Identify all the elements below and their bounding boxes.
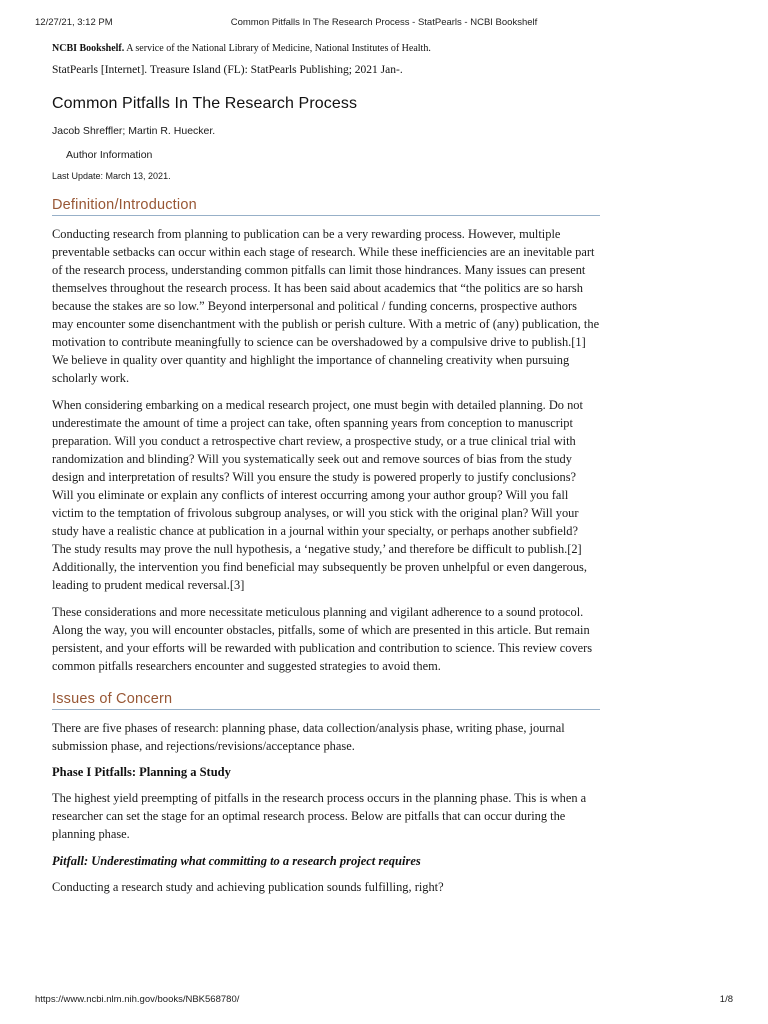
concern-paragraph-1: There are five phases of research: planning phase, data collection/analysis phase, writing phase, journal submission phase, and rejections/revisions/acceptance phase.: [52, 721, 565, 753]
source-citation: StatPearls [Internet]. Treasure Island (FL): StatPearls Publishing; 2021 Jan-.: [52, 64, 403, 76]
ncbi-brand[interactable]: NCBI Bookshelf.: [52, 43, 125, 54]
section-heading-introduction: Definition/Introduction: [52, 197, 600, 216]
intro-paragraph-1: Conducting research from planning to publication can be a very rewarding process. However, multiple preventable setbacks can occur within each stage of research. While these inefficiencies are an inevitable part of the research process, understanding common pitfalls can limit those hindrances. Many issues can present themselves throughout the research process. It has been said about academics that “the politics are so harsh because the stakes are so low.” Beyond interpersonal and political / funding concerns, prospective authors may encounter some disenchantment with the publish or perish culture. With a metric of (any) publication, the motivation to contribute meaningfully to science can be overshadowed by a compulsive drive to publish.[1] We believe in quality over quantity and highlight the importance of channeling creativity when pursuing scholarly work.: [52, 227, 600, 385]
intro-paragraph-2: When considering embarking on a medical research project, one must begin with detailed planning. Do not underestimate the amount of time a project can take, often spanning years from conception to manuscript preparation. Will you conduct a retrospective chart review, a prospective study, or a true clinical trial with randomization and blinding? Will you systematically seek out and remove sources of bias from the study design and interpretation of results? Will you ensure the study is powered properly to justify conclusions? Will you eliminate or explain any conflicts of interest occurring among your author group? Will you fall victim to the temptation of frivolous subgroup analyses, or will you stick with the original plan? Will your study have a realistic chance at publication in a journal within your specialty, or perhaps another subfield? The study results may prove the null hypothesis, a ‘negative study,’ and therefore be difficult to publish.[2] Additionally, the intervention you find beneficial may subsequently be proven unhelpful or even dangerous, leading to prudent medical reversal.[3]: [52, 398, 587, 592]
section-heading-issues-of-concern: Issues of Concern: [52, 691, 600, 710]
subheading-phase-1: Phase I Pitfalls: Planning a Study: [52, 765, 231, 779]
article: [52, 40, 600, 896]
print-datetime: 12/27/21, 3:12 PM: [35, 17, 113, 28]
ncbi-banner: [52, 43, 600, 54]
authors[interactable]: Jacob Shreffler; Martin R. Huecker.: [52, 125, 216, 137]
ncbi-tagline: A service of the National Library of Medicine, National Institutes of Health.: [126, 43, 431, 54]
page-title: Common Pitfalls In The Research Process: [52, 95, 358, 112]
print-url: https://www.ncbi.nlm.nih.gov/books/NBK568780/: [35, 994, 240, 1005]
subheading-pitfall: Pitfall: Underestimating what committing to a research project requires: [52, 854, 421, 868]
last-update: Last Update: March 13, 2021.: [52, 171, 171, 181]
author-information-link[interactable]: Author Information: [66, 149, 153, 161]
print-footer: [35, 994, 733, 1008]
concern-paragraph-3: Conducting a research study and achieving publication sounds fulfilling, right?: [52, 880, 444, 894]
concern-paragraph-2: The highest yield preempting of pitfalls in the research process occurs in the planning phase. This is when a researcher can set the stage for an optimal research process. Below are pitfalls that can occur during the planning phase.: [52, 791, 587, 841]
intro-paragraph-3: These considerations and more necessitate meticulous planning and vigilant adherence to a sound protocol. Along the way, you will encounter obstacles, pitfalls, some of which are presented in this article. But remain persistent, and your efforts will be rewarded with publication and contribution to science. This review covers common pitfalls researchers encounter and suggested strategies to avoid them.: [52, 605, 593, 673]
print-page-title: Common Pitfalls In The Research Process - StatPearls - NCBI Bookshelf: [230, 17, 538, 28]
print-header: [35, 17, 733, 31]
print-page-number: 1/8: [719, 994, 733, 1005]
